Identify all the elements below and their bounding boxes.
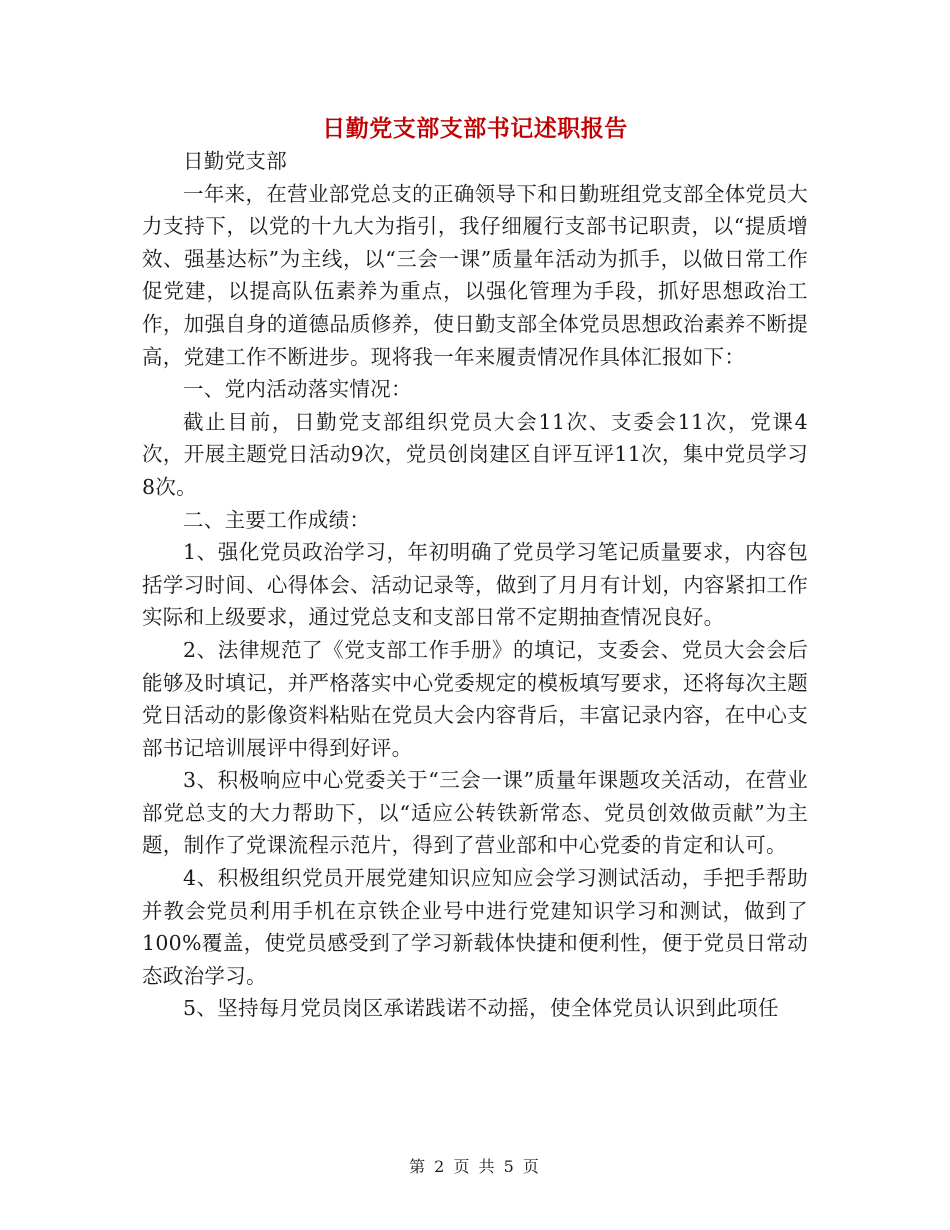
section-heading-activities: 一、党内活动落实情况： [183,377,412,402]
paragraph-addressee: 日勤党支部 [183,149,287,173]
section-heading-achievements: 二、主要工作成绩： [183,507,371,532]
paragraph-intro: 一年来，在营业部党总支的正确领导下和日勤班组党支部全体党员大力支持下，以党的十九大为指引，我仔细履行支部书记职责，以“提质增效、强基达标”为主线，以“三会一课”质量年活动为抓手，以做日常工作促党建，以提高队伍素养为重点，以强化管理为手段，抓好思想政治工作，加强自身的道德品质修养，使日勤支部全体党员思想政治素养不断提高，党建工作不断进步。现将我一年来履责情况作具体汇报如下： [142,181,808,369]
paragraph-item-1: 1、强化党员政治学习，年初明确了党员学习笔记质量要求，内容包括学习时间、心得体会、活动记录等，做到了月月有计划，内容紧扣工作实际和上级要求，通过党总支和支部日常不定期抽查情况良好。 [142,540,808,630]
paragraph-item-3: 3、积极响应中心党委关于“三会一课”质量年课题攻关活动，在营业部党总支的大力帮助下，以“适应公转铁新常态、党员创效做贡献”为主题，制作了党课流程示范片，得到了营业部和中心党委的肯定和认可。 [142,768,808,858]
paragraph-activities: 截止目前，日勤党支部组织党员大会11次、支委会11次，党课4次，开展主题党日活动9次，党员创岗建区自评互评11次，集中党员学习8次。 [142,409,808,499]
paragraph-item-2: 2、法律规范了《党支部工作手册》的填记，支委会、党员大会会后能够及时填记，并严格落实中心党委规定的模板填写要求，还将每次主题党日活动的影像资料粘贴在党员大会内容背后，丰富记录内容，在中心支部书记培训展评中得到好评。 [142,637,808,760]
page-number-footer: 第 2 页 共 5 页 [409,1157,541,1176]
document-body [142,145,808,1025]
paragraph-item-5: 5、坚持每月党员岗区承诺践诺不动摇，使全体党员认识到此项任 [183,996,779,1021]
document-title: 日勤党支部支部书记述职报告 [322,115,628,142]
paragraph-item-4: 4、积极组织党员开展党建知识应知应会学习测试活动，手把手帮助并教会党员利用手机在京铁企业号中进行党建知识学习和测试，做到了100%覆盖，使党员感受到了学习新载体快捷和便利性，便于党员日常动态政治学习。 [142,866,808,988]
